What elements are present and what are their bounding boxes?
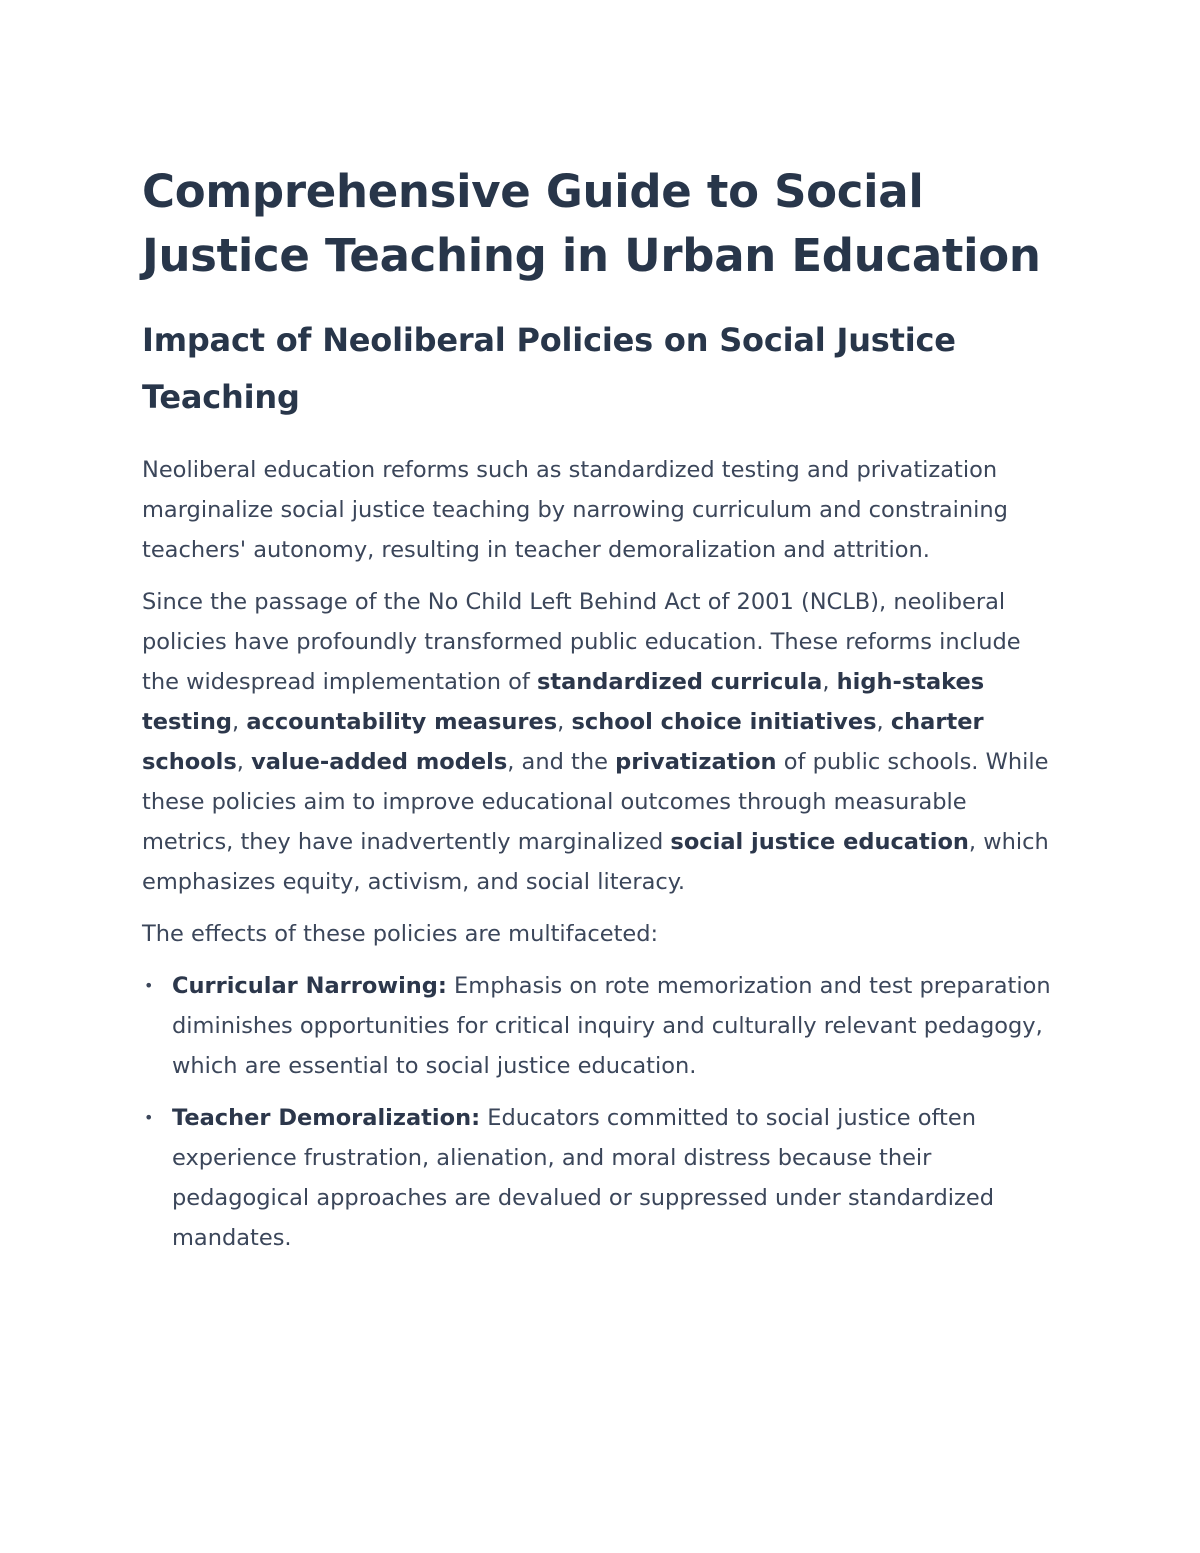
document-title: Comprehensive Guide to Social Justice Teaching in Urban Education xyxy=(142,165,1041,282)
summary-paragraph: Neoliberal education reforms such as standardized testing and privatization marginalize social justice teaching by narrowing curriculum and constraining teachers' autonomy, resulting in teacher demoralization and attrition. xyxy=(142,457,1008,563)
effect-label: Teacher Demoralization: xyxy=(172,1105,481,1131)
paragraph-text: , xyxy=(236,749,252,775)
paragraph-text: , and the xyxy=(507,749,616,775)
effects-list xyxy=(142,966,1062,1258)
effect-text: Emphasis on rote memorization and test preparation diminishes opportunities for critical inquiry and culturally relevant pedagogy, which are essential to social justice education. xyxy=(172,973,1051,1079)
paragraph-text: , xyxy=(822,669,837,695)
bullet-icon: • xyxy=(144,1108,154,1127)
paragraph-text: , xyxy=(232,709,247,735)
section-heading: Impact of Neoliberal Policies on Social Justice Teaching xyxy=(142,321,956,416)
effects-intro: The effects of these policies are multifaceted: xyxy=(142,921,659,947)
bullet-icon: • xyxy=(144,976,154,995)
paragraph-text: , xyxy=(557,709,572,735)
term-privatization: privatization xyxy=(615,749,777,775)
term-charter-schools: charter schools xyxy=(142,709,984,775)
nclb-paragraph xyxy=(142,582,1062,902)
paragraph-text: Since the passage of the No Child Left Behind Act of 2001 (NCLB), neoliberal policies have profoundly transformed public education. These reforms include the widespread implementation of xyxy=(142,589,1021,695)
term-school-choice-initiatives: school choice initiatives xyxy=(571,709,877,735)
term-accountability-measures: accountability measures xyxy=(246,709,558,735)
document-page xyxy=(142,160,1062,1270)
paragraph-text: , xyxy=(876,709,891,735)
term-social-justice-education: social justice education xyxy=(670,829,969,855)
list-item xyxy=(142,1098,1062,1258)
paragraph-text: of public schools. While these policies aim to improve educational outcomes through measurable metrics, they have inadvertently marginalized xyxy=(142,749,1049,855)
term-high-stakes-testing: high-stakes testing xyxy=(142,669,985,735)
effect-label: Curricular Narrowing: xyxy=(172,973,447,999)
term-standardized-curricula: standardized curricula xyxy=(536,669,823,695)
term-value-added-models: value-added models xyxy=(251,749,508,775)
paragraph-text: , which emphasizes equity, activism, and social literacy. xyxy=(142,829,1049,895)
effect-text: Educators committed to social justice often experience frustration, alienation, and moral distress because their pedagogical approaches are devalued or suppressed under standardized mandates. xyxy=(172,1105,994,1251)
list-item xyxy=(142,966,1062,1086)
